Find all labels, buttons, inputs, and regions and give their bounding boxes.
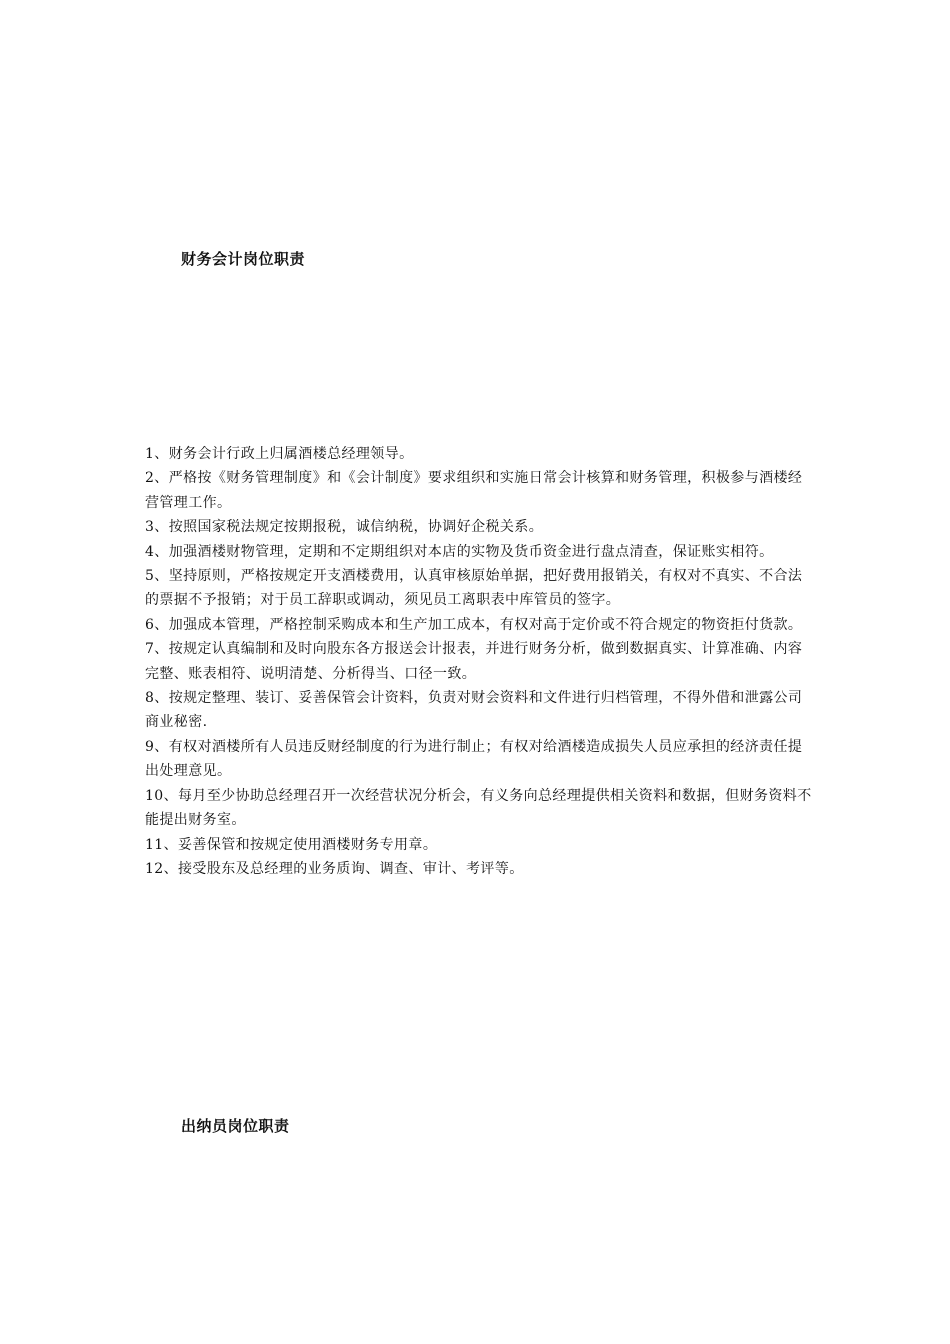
duty-item: 1、财务会计行政上归属酒楼总经理领导。 [145, 446, 414, 462]
duty-item: 3、按照国家税法规定按期报税，诚信纳税，协调好企税关系。 [145, 519, 544, 536]
duty-item: 6、加强成本管理，严格控制采购成本和生产加工成本，有权对高于定价或不符合规定的物资拒付货款。 [145, 616, 803, 633]
duty-item: 8、按规定整理、装订、妥善保管会计资料，负责对财会资料和文件进行归档管理，不得外借和泄露公司商业秘密. [145, 690, 803, 731]
duty-item: 7、按规定认真编制和及时向股东各方报送会计报表，并进行财务分析，做到数据真实、计算准确、内容完整、账表相符、说明清楚、分析得当、口径一致。 [145, 641, 803, 682]
duty-item: 11、妥善保管和按规定使用酒楼财务专用章。 [145, 836, 438, 853]
duty-item: 2、严格按《财务管理制度》和《会计制度》要求组织和实施日常会计核算和财务管理，积极参与酒楼经营管理工作。 [145, 470, 803, 511]
duty-item: 4、加强酒楼财物管理，定期和不定期组织对本店的实物及货币资金进行盘点清查，保证账实相符。 [145, 543, 774, 560]
duty-item: 12、接受股东及总经理的业务质询、调查、审计、考评等。 [145, 860, 524, 877]
duty-list-accountant [145, 442, 815, 881]
section-title-cashier: 出纳员岗位职责 [181, 1117, 290, 1135]
duty-item: 5、坚持原则，严格按规定开支酒楼费用，认真审核原始单据，把好费用报销关，有权对不真实、不合法的票据不予报销；对于员工辞职或调动，须见员工离职表中库管员的签字。 [145, 568, 803, 609]
duty-item: 9、有权对酒楼所有人员违反财经制度的行为进行制止；有权对给酒楼造成损失人员应承担的经济责任提出处理意见。 [145, 738, 803, 780]
duty-item: 10、每月至少协助总经理召开一次经营状况分析会，有义务向总经理提供相关资料和数据，但财务资料不能提出财务室。 [145, 787, 812, 829]
section-title-accountant: 财务会计岗位职责 [181, 250, 306, 268]
